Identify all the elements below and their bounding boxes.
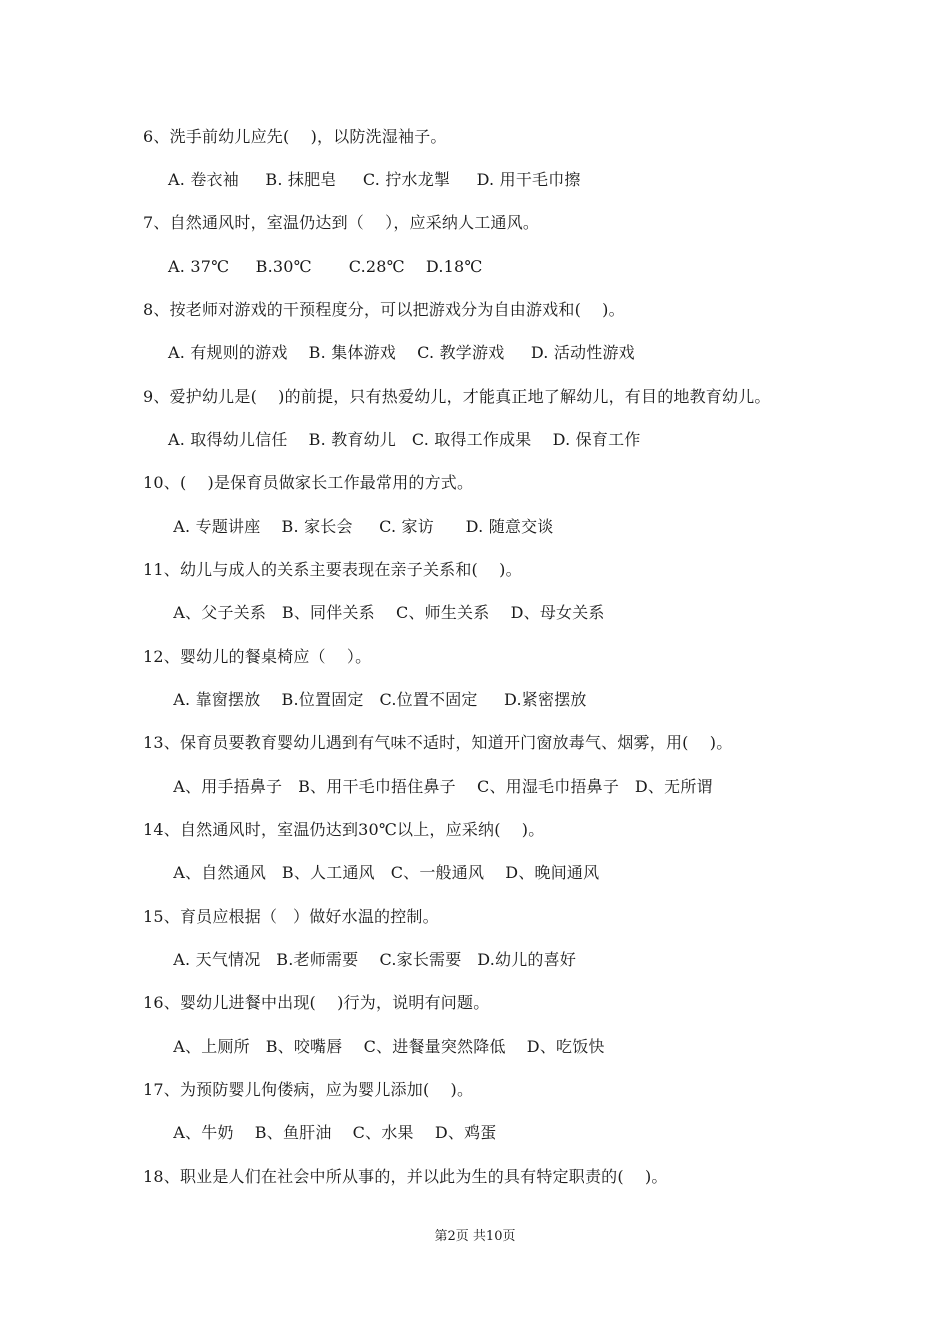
question-15-options: A. 天气情况 B.老师需要 C.家长需要 D.幼儿的喜好 [168, 950, 577, 969]
question-13: 13、保育员要教育婴幼儿遇到有气味不适时，知道开门窗放毒气、烟雾，用( )。 [143, 733, 733, 752]
question-17: 17、为预防婴儿佝偻病，应为婴儿添加( )。 [143, 1080, 474, 1099]
question-16-options: A、上厕所 B、咬嘴唇 C、进餐量突然降低 D、吃饭快 [168, 1037, 605, 1056]
page-number: 第2页 共10页 [434, 1229, 516, 1244]
question-11: 11、幼儿与成人的关系主要表现在亲子关系和( )。 [143, 560, 522, 579]
question-6-options: A. 卷衣袖 B. 抹肥皂 C. 拧水龙掣 D. 用干毛巾擦 [168, 170, 581, 189]
question-16: 16、婴幼儿进餐中出现( )行为，说明有问题。 [143, 993, 490, 1012]
question-17-options: A、牛奶 B、鱼肝油 C、水果 D、鸡蛋 [168, 1123, 497, 1142]
question-8-options: A. 有规则的游戏 B. 集体游戏 C. 教学游戏 D. 活动性游戏 [168, 343, 635, 362]
question-18: 18、职业是人们在社会中所从事的，并以此为生的具有特定职责的( )。 [143, 1167, 668, 1186]
question-7-options: A. 37℃ B.30℃ C.28℃ D.18℃ [168, 257, 483, 276]
question-9: 9、爱护幼儿是( )的前提，只有热爱幼儿，才能真正地了解幼儿，有目的地教育幼儿。 [143, 387, 771, 406]
question-13-options: A、用手捂鼻子 B、用干毛巾捂住鼻子 C、用湿毛巾捂鼻子 D、无所谓 [168, 777, 713, 796]
question-7: 7、自然通风时，室温仍达到（ ），应采纳人工通风。 [143, 213, 540, 232]
question-12: 12、婴幼儿的餐桌椅应（ ）。 [143, 647, 372, 666]
question-10: 10、( )是保育员做家长工作最常用的方式。 [143, 473, 474, 492]
question-6: 6、洗手前幼儿应先( )，以防洗湿袖子。 [143, 127, 447, 146]
question-14: 14、自然通风时，室温仍达到30℃以上，应采纳( )。 [143, 820, 545, 839]
question-15: 15、育员应根据（ ）做好水温的控制。 [143, 907, 439, 926]
question-9-options: A. 取得幼儿信任 B. 教育幼儿 C. 取得工作成果 D. 保育工作 [168, 430, 641, 449]
question-12-options: A. 靠窗摆放 B.位置固定 C.位置不固定 D.紧密摆放 [168, 690, 587, 709]
question-10-options: A. 专题讲座 B. 家长会 C. 家访 D. 随意交谈 [168, 517, 554, 536]
question-11-options: A、父子关系 B、同伴关系 C、师生关系 D、母女关系 [168, 603, 605, 622]
question-8: 8、按老师对游戏的干预程度分，可以把游戏分为自由游戏和( )。 [143, 300, 625, 319]
question-14-options: A、自然通风 B、人工通风 C、一般通风 D、晚间通风 [168, 863, 600, 882]
